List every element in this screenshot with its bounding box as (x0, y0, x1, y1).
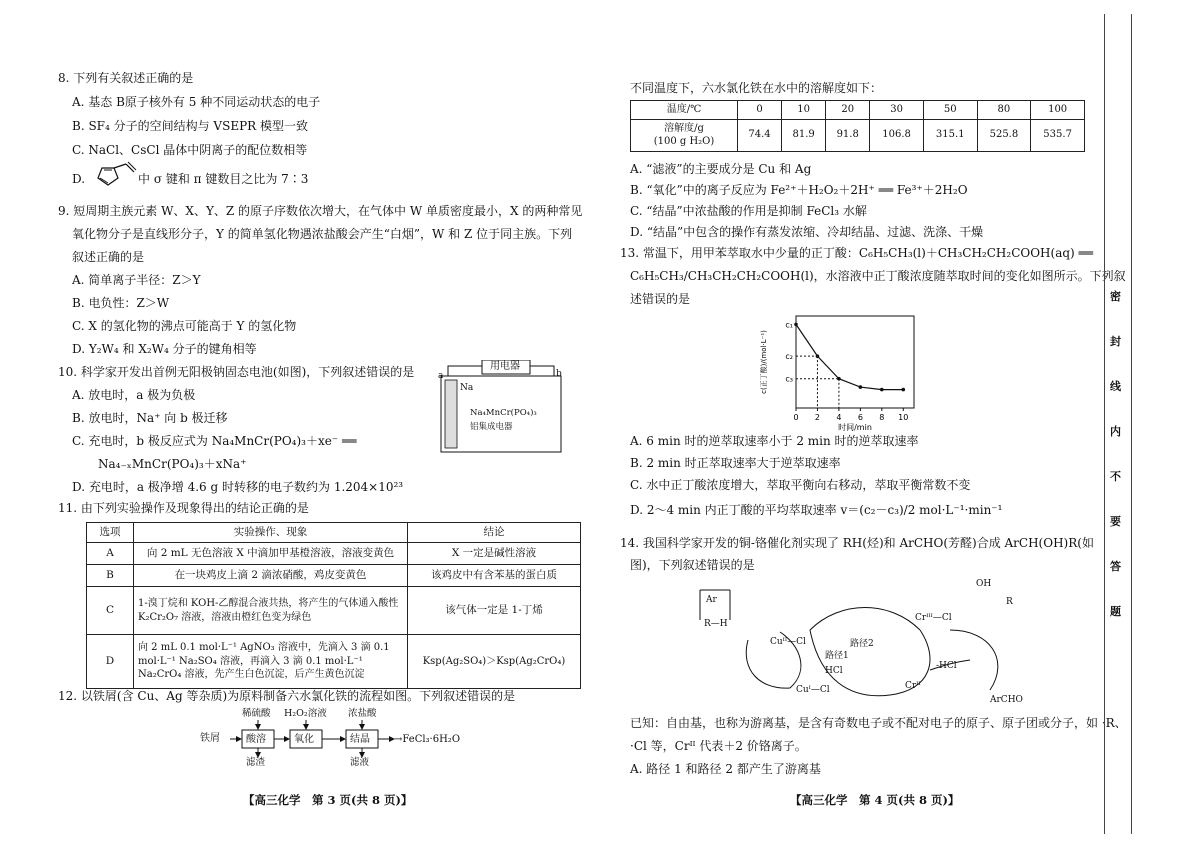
q9-option-d: D. Y₂W₄ 和 X₂W₄ 分子的键角相等 (72, 342, 257, 356)
electrode-b-label: b (556, 369, 562, 379)
binding-line-right (1131, 14, 1132, 834)
q13-stem-line1: 13. 常温下，用甲苯萃取水中少量的正丁酸：C₆H₅CH₃(l)＋CH₃CH₂CH₂COOH(aq) ══ (620, 246, 1093, 260)
q10-option-c: C. 充电时，b 极反应式为 Na₄MnCr(PO₄)₃＋xe⁻ ══ (72, 434, 357, 448)
q8-option-d: 中 σ 键和 π 键数目之比为 7∶3 (138, 172, 309, 186)
q13-option-d: D. 2～4 min 内正丁酸的平均萃取速率 v＝(c₂－c₃)/2 mol·L⁻¹·min⁻¹ (630, 503, 1003, 517)
q9-option-c: C. X 的氢化物的沸点可能高于 Y 的氢化物 (72, 319, 297, 333)
temp-4: 50 (923, 101, 977, 120)
q8-option-b: B. SF₄ 分子的空间结构与 VSEPR 模型一致 (72, 119, 309, 133)
x-axis-label: 时间/min (838, 423, 872, 432)
q13-option-b: B. 2 min 时正萃取速率大于逆萃取速率 (630, 456, 841, 470)
sol-3: 106.8 (870, 119, 924, 151)
q11-table (86, 522, 581, 689)
mech-archo: ArCHO (990, 695, 1023, 705)
q10-option-d: D. 充电时，a 极净增 4.6 g 时转移的电子数约为 1.204×10²³ (72, 480, 404, 494)
q8-option-c: C. NaCl、CsCl 晶体中阴离子的配位数相等 (72, 143, 308, 157)
temp-header: 温度/℃ (631, 101, 738, 120)
q11-row-a-opt: A (87, 543, 134, 565)
electrode-a-label: a (438, 371, 444, 381)
mech-cr3: Crᴵᴵᴵ—Cl (915, 613, 952, 623)
x-tick-label: 8 (879, 413, 885, 422)
side-char: 要 (1110, 515, 1121, 528)
mech-minus-hcl: -HCl (936, 661, 957, 671)
q10-option-a: A. 放电时，a 极为负极 (72, 388, 196, 402)
q12-stem: 12. 以铁屑(含 Cu、Ag 等杂质)为原料制备六水氯化铁的流程如图。下列叙述错误的是 (58, 689, 516, 703)
q13-stem-line3: 述错误的是 (630, 292, 691, 306)
side-char: 不 (1110, 470, 1121, 483)
flow-product: →FeCl₃·6H₂O (394, 734, 461, 745)
data-point (794, 323, 798, 327)
sol-0: 74.4 (738, 119, 782, 151)
q9-stem-line1: 9. 短周期主族元素 W、X、Y、Z 的原子序数依次增大，在气体中 W 单质密度最小，X 的两种常见 (58, 204, 583, 218)
q8-option-a: A. 基态 B原子核外有 5 种不同运动状态的电子 (72, 95, 321, 109)
temp-2: 20 (826, 101, 870, 120)
load-device-label: 用电器 (490, 361, 520, 372)
mech-rh: R—H (704, 619, 728, 629)
temp-3: 30 (870, 101, 924, 120)
catalysis-mechanism (690, 570, 1030, 710)
flow-reagent-2: H₂O₂溶液 (284, 708, 327, 719)
q9-stem-line2: 氧化物分子是直线形分子，Y 的简单氢化物遇浓盐酸会产生“白烟”，W 和 Z 位于同主族。下列 (72, 227, 573, 241)
data-point (859, 385, 863, 389)
flow-start: 铁屑 (200, 733, 220, 744)
flow-reagent-1: 稀硫酸 (242, 708, 271, 719)
q11-row-c-con: 该气体一定是 1-丁烯 (408, 587, 581, 635)
q11-stem: 11. 由下列实验操作及现象得出的结论正确的是 (58, 501, 309, 515)
solubility-intro: 不同温度下，六水氯化铁在水中的溶解度如下： (630, 81, 883, 95)
sol-1: 81.9 (782, 119, 826, 151)
side-char: 线 (1110, 380, 1121, 393)
mech-oh: OH (976, 579, 992, 589)
binding-line-left (1104, 14, 1105, 834)
page-footer-4: 【高三化学 第 4 页(共 8 页)】 (790, 793, 960, 807)
x-tick-label: 2 (814, 413, 821, 422)
q13-option-c: C. 水中正丁酸浓度增大，萃取平衡向右移动，萃取平衡常数不变 (630, 478, 971, 492)
data-point (837, 377, 841, 381)
q13-stem-line2: C₆H₅CH₃/CH₃CH₂CH₂COOH(l)，水溶液中正丁酸浓度随萃取时间的变化如图所示。下列叙 (630, 269, 1126, 283)
y-axis-label: c(正丁酸)/(mol·L⁻¹) (760, 330, 768, 394)
chart-frame (796, 316, 914, 408)
q11-row-a-con: X 一定是碱性溶液 (408, 543, 581, 565)
q11-row-b-con: 该鸡皮中有含苯基的蛋白质 (408, 565, 581, 587)
q11-row-c-op: 1-溴丁烷和 KOH-乙醇混合液共热，将产生的气体通入酸性 K₂Cr₂O₇ 溶液，溶液由橙红色变为绿色 (134, 587, 408, 635)
q12-flowchart (198, 708, 488, 770)
q11-row-d-op: 向 2 mL 0.1 mol·L⁻¹ AgNO₃ 溶液中，先滴入 3 滴 0.1 mol·L⁻¹ Na₂SO₄ 溶液，再滴入 3 滴 0.1 mol·L⁻¹ Na₂CrO₄ 溶液，先产生白色沉淀，后产生黄色沉淀 (134, 635, 408, 689)
side-char: 题 (1110, 605, 1121, 618)
y-tick-label: c₃ (785, 374, 793, 384)
y-tick-label: c₁ (785, 320, 793, 330)
solubility-header-line1: 溶解度/g (664, 122, 704, 134)
q11-row-d-con: Ksp(Ag₂SO₄)＞Ksp(Ag₂CrO₄) (408, 635, 581, 689)
q11-row-b-op: 在一块鸡皮上滴 2 滴浓硝酸，鸡皮变黄色 (134, 565, 408, 587)
q12-option-d: D. “结晶”中包含的操作有蒸发浓缩、冷却结晶、过滤、洗涤、干燥 (630, 225, 984, 239)
temp-0: 0 (738, 101, 782, 120)
q12-option-a: A. “滤液”的主要成分是 Cu 和 Ag (630, 162, 812, 176)
side-char: 答 (1110, 560, 1121, 573)
mech-ar: Ar (706, 595, 717, 605)
cathode-material-label: Na₄MnCr(PO₄)₃ (470, 408, 537, 418)
solubility-header-line2: (100 g H₂O) (653, 136, 715, 147)
collector-label: 铝集成电器 (470, 422, 513, 432)
q11-row-c-opt: C (87, 587, 134, 635)
q14-stem-line2: 图)，下列叙述错误的是 (630, 558, 755, 572)
data-point (880, 388, 884, 392)
q10-option-c-cont: Na₄₋ₓMnCr(PO₄)₃＋xNa⁺ (98, 457, 247, 471)
page-footer-3: 【高三化学 第 3 页(共 8 页)】 (243, 793, 413, 807)
mech-path2: 路径2 (850, 639, 874, 649)
sol-4: 315.1 (923, 119, 977, 151)
x-tick-label: 4 (836, 413, 842, 422)
q14-known-line1: 已知：自由基，也称为游离基，是含有奇数电子或不配对电子的原子、原子团或分子，如 ·R、 (630, 716, 1127, 730)
table-row (87, 587, 581, 635)
table-row (87, 565, 581, 587)
flow-step-acid: 酸溶 (246, 734, 266, 745)
flow-residue: 滤渣 (246, 757, 266, 768)
flow-filtrate: 滤液 (350, 757, 370, 768)
temp-1: 10 (782, 101, 826, 120)
table-row (87, 635, 581, 689)
mech-r: R (1006, 597, 1013, 607)
sodium-label: Na (460, 383, 474, 393)
flow-step-crystallize: 结晶 (350, 734, 370, 745)
mech-cr2: Crᴵᴵ (905, 681, 921, 691)
mech-cu1: Cuᴵ—Cl (796, 685, 830, 695)
solubility-header (631, 119, 738, 151)
table-row (87, 543, 581, 565)
q10-option-b: B. 放电时，Na⁺ 向 b 极迁移 (72, 411, 228, 425)
q9-option-b: B. 电负性：Z＞W (72, 296, 170, 310)
x-tick-label: 6 (857, 413, 863, 422)
concentration-line (796, 324, 903, 389)
flow-reagent-3: 浓盐酸 (348, 708, 377, 719)
battery-diagram (436, 360, 566, 454)
data-point (816, 354, 820, 358)
q14-known-line2: ·Cl 等，Crᴵᴵ 代表＋2 价铬离子。 (630, 739, 807, 753)
solubility-table (630, 100, 1085, 152)
sol-5: 525.8 (977, 119, 1031, 151)
q11-header-operation: 实验操作、现象 (134, 523, 408, 543)
sol-2: 91.8 (826, 119, 870, 151)
mech-cu2: Cuᴵᴵ—Cl (770, 637, 806, 647)
extraction-chart (758, 308, 958, 432)
side-char: 内 (1110, 425, 1121, 438)
q11-header-option: 选项 (87, 523, 134, 543)
side-char: 密 (1110, 290, 1121, 303)
mech-path1: 路径1 (825, 651, 849, 661)
q13-option-a: A. 6 min 时的逆萃取速率小于 2 min 时的逆萃取速率 (630, 434, 919, 448)
sol-6: 535.7 (1031, 119, 1085, 151)
q11-row-d-opt: D (87, 635, 134, 689)
q9-option-a: A. 简单离子半径：Z＞Y (72, 273, 201, 287)
q11-row-b-opt: B (87, 565, 134, 587)
q12-option-b: B. “氧化”中的离子反应为 Fe²⁺＋H₂O₂＋2H⁺ ══ Fe³⁺＋2H₂O (630, 183, 968, 197)
q9-stem-line3: 叙述正确的是 (72, 250, 145, 264)
q10-stem: 10. 科学家开发出首例无阳极钠固态电池(如图)，下列叙述错误的是 (58, 365, 415, 379)
q14-stem-line1: 14. 我国科学家开发的铜-铬催化剂实现了 RH(烃)和 ArCHO(芳醛)合成 ArCH(OH)R(如 (620, 536, 1094, 550)
y-tick-label: c₂ (785, 352, 793, 362)
q11-row-a-op: 向 2 mL 无色溶液 X 中滴加甲基橙溶液，溶液变黄色 (134, 543, 408, 565)
q11-header-conclusion: 结论 (408, 523, 581, 543)
q8-option-d-prefix: D. (72, 172, 86, 186)
q8-stem: 8. 下列有关叙述正确的是 (58, 71, 194, 85)
flow-step-oxidize: 氧化 (294, 734, 314, 745)
side-char: 封 (1110, 335, 1121, 348)
q12-option-c: C. “结晶”中浓盐酸的作用是抑制 FeCl₃ 水解 (630, 204, 867, 218)
x-tick-label: 10 (898, 413, 909, 422)
mech-hcl: HCl (825, 666, 843, 676)
data-point (901, 388, 905, 392)
q14-option-a: A. 路径 1 和路径 2 都产生了游离基 (630, 762, 821, 776)
temp-5: 80 (977, 101, 1031, 120)
temp-6: 100 (1031, 101, 1085, 120)
x-tick-label: 0 (793, 413, 799, 422)
